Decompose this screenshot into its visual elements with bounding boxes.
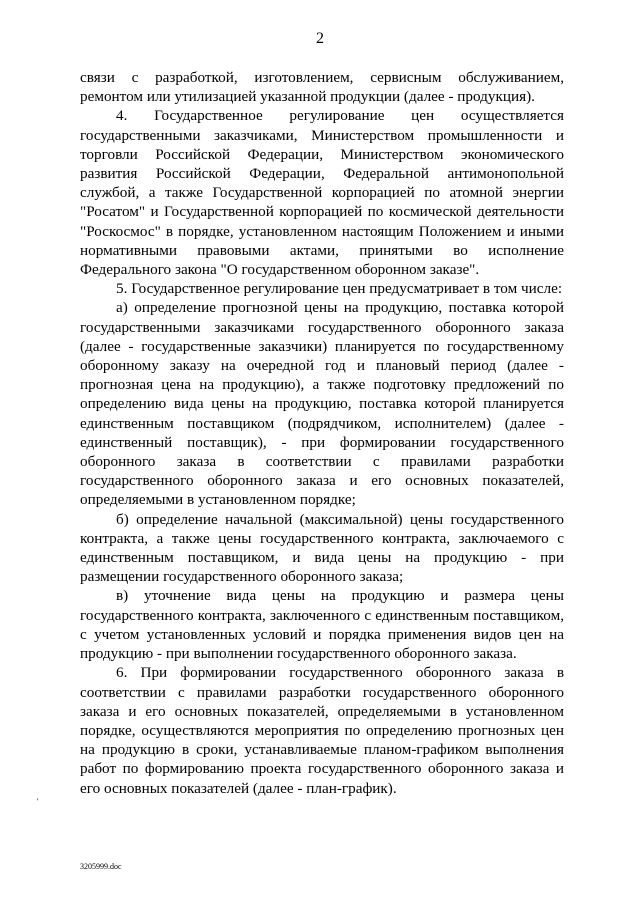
paragraph: 6. При формировании государственного оборонного заказа в соответствии с правилами разработки государственного оборонного заказа и его основных показателей, определяемыми в установленном порядке, осуществляются мероприятия по определению прогнозных цен на продукцию в сроки, устанавливаемые планом-графиком выполнения работ по формированию проекта государственного оборонного заказа и его основных показателей (далее - план-график). xyxy=(80,664,564,797)
paragraph: в) уточнение вида цены на продукцию и размера цены государственного контракта, заключенного с единственным поставщиком, с учетом установленных условий и порядка применения видов цен на продукцию - при выполнении государственного оборонного заказа. xyxy=(80,587,564,663)
paragraph: 5. Государственное регулирование цен предусматривает в том числе: xyxy=(116,280,563,298)
paragraph: связи с разработкой, изготовлением, сервисным обслуживанием, ремонтом или утилизацией указанной продукции (далее - продукция). xyxy=(80,69,564,106)
paragraph: 4. Государственное регулирование цен осуществляется государственными заказчиками, Министерством промышленности и торговли Российской Федерации, Министерством экономического развития Российской Федерации, Федеральной антимонопольной службой, а также Государственной корпорацией по атомной энергии "Росатом" и Государственной корпорацией по космической деятельности "Роскосмос" в порядке, установленном настоящим Положением и иными нормативными правовыми актами, принятыми во исполнение Федерального закона "О государственном оборонном заказе". xyxy=(80,107,564,279)
footer-filename: 3205999.doc xyxy=(80,862,122,871)
page-number: 2 xyxy=(316,30,324,47)
paragraph: б) определение начальной (максимальной) цены государственного контракта, а также цены государственного контракта, заключаемого с единственным поставщиком, и вида цены на продукцию - при размещении государственного оборонного заказа; xyxy=(80,510,564,586)
paragraph: а) определение прогнозной цены на продукцию, поставка которой государственными заказчиками государственного оборонного заказа (далее - государственные заказчики) планируется по государственному оборонному заказу на очередной год и плановый период (далее - прогнозная цена на продукцию), а также подготовку предложений по определению вида цены на продукцию, поставка которой планируется единственным поставщиком (подрядчиком, исполнителем) (далее - единственный поставщик), - при формировании государственного оборонного заказа в соответствии с правилами разработки государственного оборонного заказа и его основных показателей, определяемыми в установленном порядке; xyxy=(80,299,564,509)
document-body xyxy=(80,68,564,798)
margin-mark: ' xyxy=(37,797,39,806)
